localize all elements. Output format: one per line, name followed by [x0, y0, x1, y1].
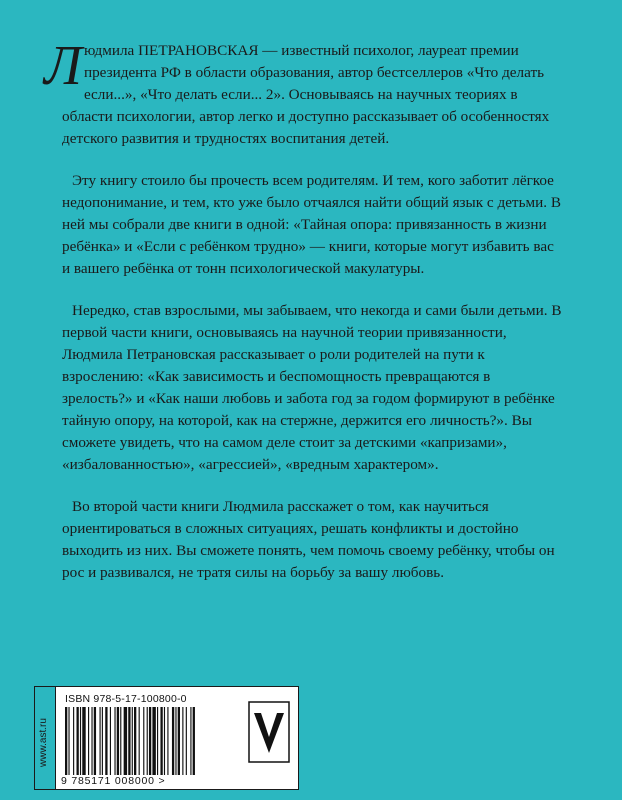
barcode-bars [63, 707, 251, 775]
paragraph-part-two: Во второй части книги Людмила расскажет о том, как научиться ориентироваться в сложных ситуациях, решать конфликты и достойно выходить из них. Вы сможете понять, чем помочь своему ребёнку, чтобы он рос и развивался, не тратя силы на борьбу за вашу любовь. [62, 498, 555, 581]
publisher-site: www.ast.ru [38, 718, 49, 767]
barcode-panel [34, 686, 299, 790]
barcode-digits: 9 785171 008000 > [61, 775, 166, 787]
dropcap-letter: Л [44, 35, 82, 97]
publisher-logo-icon [248, 701, 290, 763]
paragraph-part-one: Нередко, став взрослыми, мы забываем, что некогда и сами были детьми. В первой части книги, основываясь на научной теории привязанности, Людмила Петрановская рассказывает о роли родителей на пути к взрослению: «Как зависимость и беспомощность превращаются в зрелость?» и «Как наши любовь и забота год за годом формируют в ребёнке тайную опору, на которой, как на стержне, держится его личность?». Вы сможете увидеть, что на самом деле стоит за детскими «капризами», «избалованностью», «агрессией», «вредным характером». [62, 302, 562, 473]
isbn-number: ISBN 978-5-17-100800-0 [65, 693, 187, 705]
paragraph-book-intro: Эту книгу стоило бы прочесть всем родителям. И тем, кого заботит лёгкое недопонимание, и тем, кто уже было отчаялся найти общий язык с детьми. В ней мы собрали две книги в одной: «Тайная опора: привязанность в жизни ребёнка» и «Если с ребёнком трудно» — книги, которые могут избавить вас и вашего ребёнка от тонн психологической макулатуры. [62, 172, 561, 277]
paragraph-author-text: юдмила ПЕТРАНОВСКАЯ — известный психолог, лауреат премии президента РФ в области образования, автор бестселлеров «Что делать если...», «Что делать если... 2». Основываясь на научных теориях в области психологии, автор легко и доступно рассказывает об особенностях детского развития и трудностях воспитания детей. [62, 42, 550, 147]
annotation-text [44, 35, 562, 604]
paragraph-author [44, 35, 562, 150]
site-strip [35, 687, 56, 789]
